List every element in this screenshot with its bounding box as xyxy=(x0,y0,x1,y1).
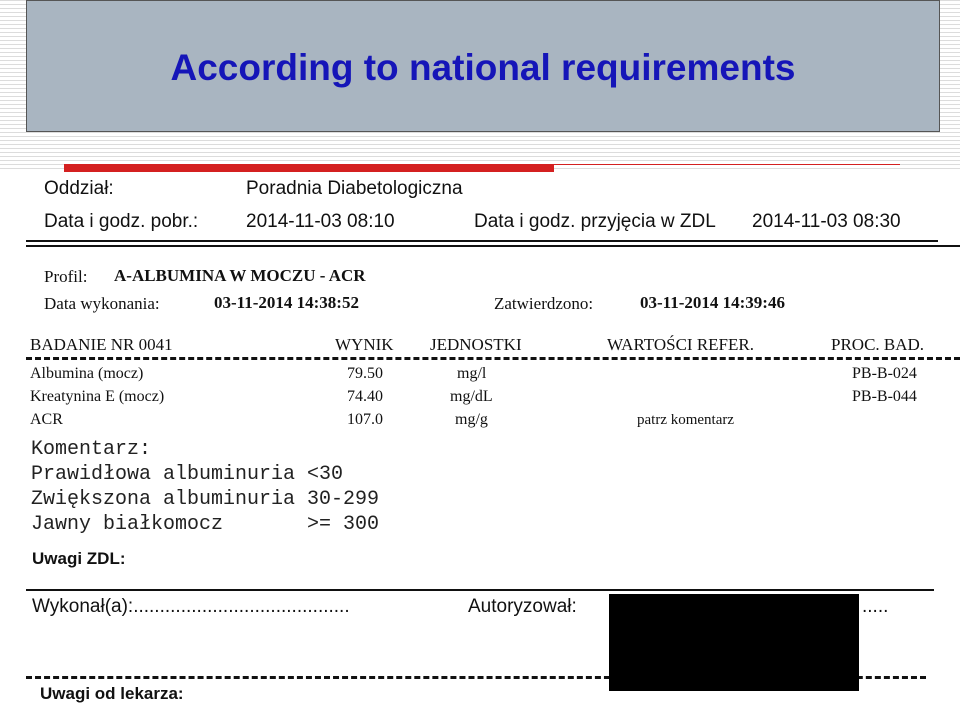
slide-title-box xyxy=(26,0,940,132)
redaction-block xyxy=(609,594,859,691)
receipt-value: 2014-11-03 08:30 xyxy=(752,211,901,232)
row-unit: mg/g xyxy=(455,411,488,428)
comment-line: Jawny białkomocz >= 300 xyxy=(31,513,380,536)
department-label: Oddział: xyxy=(44,178,114,199)
footer-divider xyxy=(26,589,934,591)
authorized-by-label: Autoryzował: xyxy=(468,596,577,617)
row-unit: mg/l xyxy=(457,365,487,382)
row-result: 74.40 xyxy=(347,388,383,405)
slide-title: According to national requirements xyxy=(170,47,796,88)
row-procedure: PB-B-024 xyxy=(852,365,917,382)
row-test: Kreatynina E (mocz) xyxy=(30,388,165,405)
row-unit: mg/dL xyxy=(450,388,493,405)
authorized-by-dots: ..... xyxy=(862,596,889,617)
lab-notes-label: Uwagi ZDL: xyxy=(32,549,126,568)
collection-label: Data i godz. pobr.: xyxy=(44,211,199,232)
comment-title: Komentarz: xyxy=(31,438,152,461)
receipt-label: Data i godz. przyjęcia w ZDL xyxy=(474,211,716,232)
row-procedure: PB-B-044 xyxy=(852,388,917,405)
row-test: ACR xyxy=(30,411,63,428)
row-result: 79.50 xyxy=(347,365,383,382)
header-divider-2 xyxy=(26,245,960,247)
collection-value: 2014-11-03 08:10 xyxy=(246,211,395,232)
header-divider xyxy=(26,240,938,242)
row-test: Albumina (mocz) xyxy=(30,365,144,382)
approved-label: Zatwierdzono: xyxy=(494,294,594,313)
red-accent-line xyxy=(554,164,900,165)
table-header-divider xyxy=(26,357,960,360)
comment-line: Zwiększona albuminuria 30-299 xyxy=(31,488,380,511)
doctor-notes-label: Uwagi od lekarza: xyxy=(40,684,184,703)
department-value: Poradnia Diabetologiczna xyxy=(246,178,463,199)
performed-label: Data wykonania: xyxy=(44,294,160,313)
column-header-result: WYNIK xyxy=(335,335,394,354)
column-header-unit: JEDNOSTKI xyxy=(430,335,522,354)
column-header-reference: WARTOŚCI REFER. xyxy=(607,335,754,354)
performed-by-field: Wykonał(a):......................................... xyxy=(32,596,350,617)
column-header-test: BADANIE NR 0041 xyxy=(30,335,173,354)
profile-label: Profil: xyxy=(44,267,88,286)
red-accent-bar xyxy=(64,164,554,172)
column-header-procedure: PROC. BAD. xyxy=(831,335,925,354)
profile-value: A-ALBUMINA W MOCZU - ACR xyxy=(114,266,366,285)
approved-value: 03-11-2014 14:39:46 xyxy=(640,293,785,312)
performed-value: 03-11-2014 14:38:52 xyxy=(214,293,359,312)
row-result: 107.0 xyxy=(347,411,383,428)
row-reference: patrz komentarz xyxy=(637,412,735,428)
comment-line: Prawidłowa albuminuria <30 xyxy=(31,463,344,486)
